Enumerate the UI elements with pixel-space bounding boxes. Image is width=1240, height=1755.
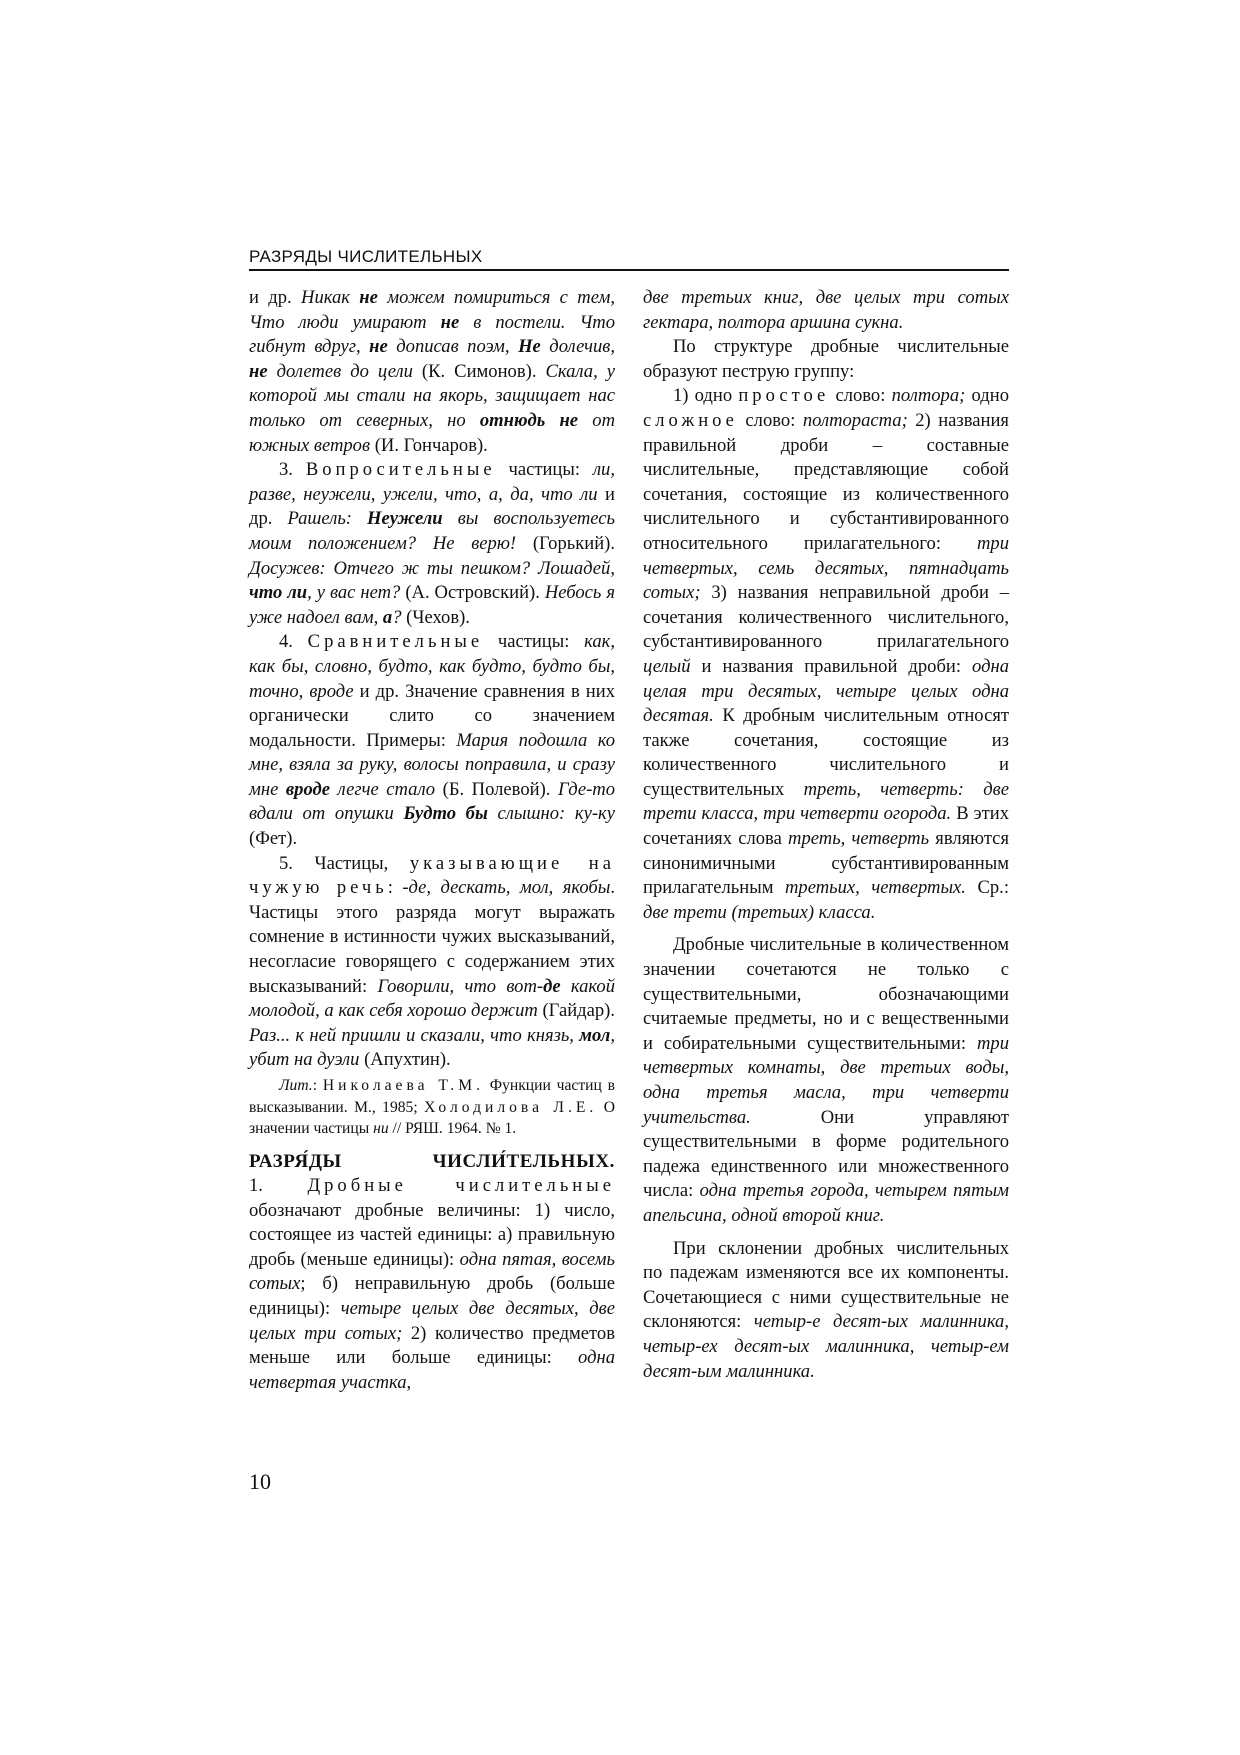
paragraph-continuation: две третьих книг, две целых три сотых гектара, полтора аршина сукна. bbox=[643, 287, 1009, 333]
right-column bbox=[643, 286, 1009, 1384]
paragraph-declension: При склонении дробных числительных по падежам изменяются все их компоненты. Сочетающиеся с ними существительные не склоняются: четыр-е десят-ых малинника, четыр-ех десят-ых малинника, четыр-ем десят-ым малинника. bbox=[643, 1237, 1009, 1382]
paragraph-interrogative-particles: 3. Вопросительные частицы: ли, разве, неужели, ужели, что, а, да, что ли и др. Рашель: Неужели вы воспользуетесь моим положением? Не верю! (Горький). Досужев: Отчего ж ты пешком? Лошадей, что ли, у вас нет? (А. Островский). Небось я уже надоел вам, а? (Чехов). bbox=[249, 459, 616, 628]
paragraph-structure-types: 1) одно простое слово: полтора; одно сложное слово: полтораста; 2) названия правильной дроби – составные числительные, представляющие собой сочетания, состоящие из количественного числительного и субстантивированного относительного прилагательного: три четвертых, семь десятых, пятнадцать сотых; 3) названия неправильной дроби – сочетания количественного числительного, субстантивированного прилагательного целый и названия правильной дроби: одна целая три десятых, четыре целых одна десятая. К дробным числительным относят также сочетания, состоящие из количественного числительного и существительных треть, четверть: две трети класса, три четверти огорода. В этих сочетаниях слова треть, четверть являются синонимичными субстантивированным прилагательным третьих, четвертых. Ср.: две трети (третьих) класса. bbox=[643, 385, 1009, 923]
paragraph-reported-speech-particles: 5. Частицы, указывающие на чужую речь: -де, дескать, мол, якобы. Частицы этого разряда могут выражать сомнение в истинности чужих высказываний, несогласие говорящего с содержанием этих высказываний: Говорили, что вот-де какой молодой, а как себя хорошо держит (Гайдар). Раз... к ней пришли и сказали, что князь, мол, убит на дуэли (Апухтин). bbox=[249, 852, 615, 1071]
entry-heading-wrapper bbox=[249, 1150, 615, 1175]
paragraph-fractional-numerals: 1. Дробные числительные обозначают дробные величины: 1) число, состоящее из частей единицы: а) правильную дробь (меньше единицы): одна пятая, восемь сотых; б) неправильную дробь (больше единицы): четыре целых две десятых, две целых три сотых; 2) количество предметов меньше или больше единицы: одна четвертая участка, bbox=[249, 1175, 616, 1393]
entry-heading: РАЗРЯ́ДЫ ЧИСЛИ́ТЕЛЬНЫХ. bbox=[249, 1150, 615, 1172]
paragraph-quantitative-usage: Дробные числительные в количественном значении сочетаются не только с существительными, обозначающими считаемые предметы, но и с вещественными и собирательными существительными: три четвертых комнаты, две третьих воды, одна третья масла, три четверти учительства. Они управляют существительными в форме родительного падежа единственного или множественного числа: одна третья города, четырем пятым апельсина, одной второй книг. bbox=[643, 934, 1010, 1226]
paragraph-comparative-particles: 4. Сравнительные частицы: как, как бы, словно, будто, как будто, будто бы, точно, вроде и др. Значение сравнения в них органически слито со значением модальности. Примеры: Мария подошла ко мне, взяла за руку, волосы поправила, и сразу мне вроде легче стало (Б. Полевой). Где-то вдали от опушки Будто бы слышно: ку-ку (Фет). bbox=[249, 631, 616, 850]
paragraph-structure-intro: По структуре дробные числительные образуют пеструю группу: bbox=[643, 336, 1009, 382]
left-column bbox=[249, 286, 615, 1395]
running-head: РАЗРЯДЫ ЧИСЛИТЕЛЬНЫХ bbox=[249, 246, 1009, 271]
literature-reference: Лит.: Николаева Т.М. Функции частиц в высказывании. М., 1985; Холодилова Л.Е. О значении частицы ни // РЯШ. 1964. № 1. bbox=[249, 1077, 615, 1137]
page-number: 10 bbox=[249, 1469, 271, 1494]
paragraph-negative-particles-end: и др. Никак не можем помириться с тем, Что люди умирают не в постели. Что гибнут вдруг, не дописав поэм, Не долечив, не долетев до цели (К. Симонов). Скала, у которой мы стали на якорь, защищает нас только от северных, но отнюдь не от южных ветров (И. Гончаров). bbox=[249, 287, 615, 456]
